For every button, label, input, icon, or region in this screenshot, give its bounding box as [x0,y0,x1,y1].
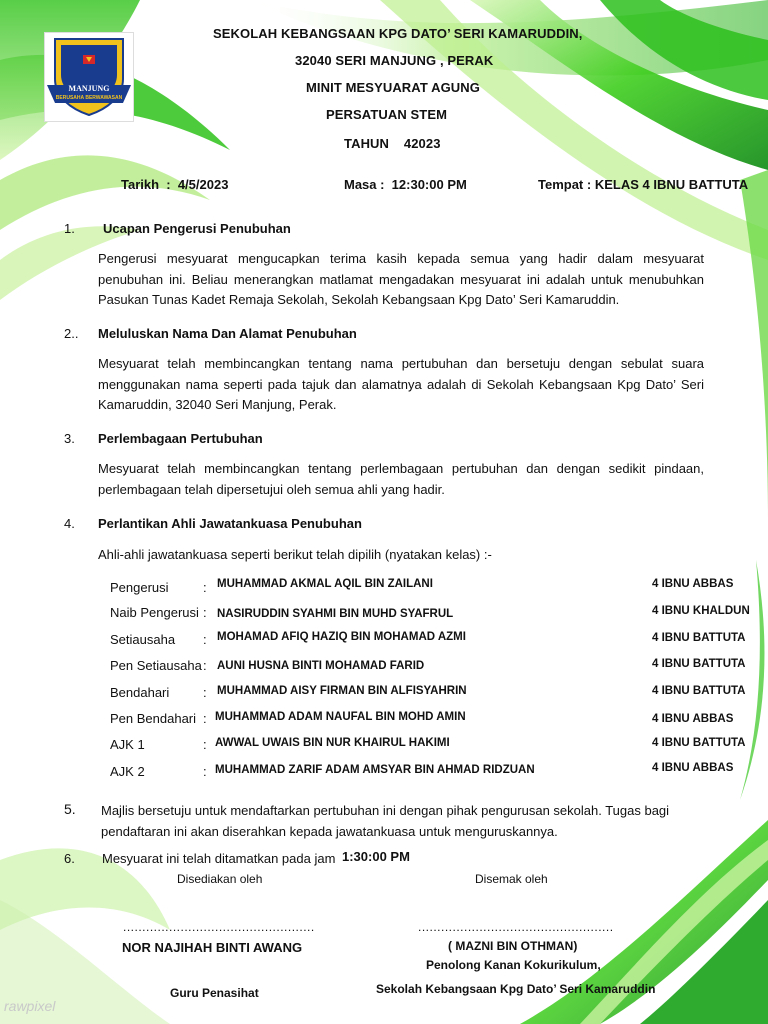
committee-colon: : [203,580,207,595]
meeting-time: Masa : 12:30:00 PM [344,177,467,192]
school-crest-icon [45,33,133,121]
committee-role: Setiausaha [110,632,176,647]
signature-line-left: .................................................. [123,920,315,934]
section-number: 5. [64,801,76,817]
section-number: 1. [64,221,75,236]
committee-role: Naib Pengerusi [110,605,199,620]
committee-name: MUHAMMAD ADAM NAUFAL BIN MOHD AMIN [215,711,466,723]
section-body: Mesyuarat telah membincangkan tentang perlembagaan pertubuhan dan dengan sedikit pindaan, perlembagaan telah dipersetujui oleh semua ahli yang hadir. [98,461,704,497]
preparer-name: NOR NAJIHAH BINTI AWANG [122,940,303,955]
signature-line-right: ................................................... [418,920,614,934]
logo-motto-text: BERUSAHA BERWAWASAN [55,95,123,101]
preparer-role: Guru Penasihat [170,986,259,1000]
section-body: Majlis bersetuju untuk mendaftarkan pertubuhan ini dengan pihak pengurusan sekolah. Tugas bagi pendaftaran ini akan diserahkan kepada jawatankuasa untuk menguruskannya. [101,803,670,839]
section-number: 4. [64,516,75,531]
section-title: Perlembagaan Pertubuhan [98,431,263,446]
committee-colon: : [203,685,207,700]
checker-organization: Sekolah Kebangsaan Kpg Dato’ Seri Kamaruddin [376,982,656,996]
club-name: PERSATUAN STEM [326,107,448,122]
section-number: 3. [64,431,75,446]
committee-name: MUHAMMAD ZARIF ADAM AMSYAR BIN AHMAD RIDZUAN [215,764,535,776]
committee-name: MUHAMMAD AISY FIRMAN BIN ALFISYAHRIN [217,685,467,697]
committee-role: Pen Bendahari [110,711,197,726]
meeting-place: Tempat : KELAS 4 IBNU BATTUTA [538,177,749,192]
meeting-date: Tarikh : 4/5/2023 [121,177,229,192]
committee-colon: : [203,764,207,779]
checker-role: Penolong Kanan Kokurikulum, [426,958,601,972]
section-title: Meluluskan Nama Dan Alamat Penubuhan [98,326,357,341]
committee-class: 4 IBNU BATTUTA [652,685,746,697]
committee-class: 4 IBNU BATTUTA [652,632,746,644]
committee-colon: : [203,632,207,647]
committee-role: Pen Setiausaha [110,658,202,673]
school-name: SEKOLAH KEBANGSAAN KPG DATO’ SERI KAMARUDDIN, [213,26,583,41]
school-address: 32040 SERI MANJUNG , PERAK [295,53,494,68]
watermark: rawpixel [4,998,56,1014]
committee-class: 4 IBNU BATTUTA [652,658,746,670]
committee-name: NASIRUDDIN SYAHMI BIN MUHD SYAFRUL [217,608,454,620]
committee-role: Bendahari [110,685,170,700]
prepared-by-label: Disediakan oleh [177,872,263,886]
section-title: Ucapan Pengerusi Penubuhan [103,221,291,236]
section-title: Perlantikan Ahli Jawatankuasa Penubuhan [98,516,362,531]
committee-class: 4 IBNU ABBAS [652,713,734,725]
closing-time: 1:30:00 PM [342,849,410,864]
checker-name: ( MAZNI BIN OTHMAN) [448,939,578,953]
year-line: TAHUN 42023 [344,136,441,151]
section-number: 2.. [64,326,79,341]
committee-name: MUHAMMAD AKMAL AQIL BIN ZAILANI [217,578,433,590]
committee-role: AJK 1 [110,737,145,752]
committee-class: 4 IBNU BATTUTA [652,737,746,749]
committee-name: AWWAL UWAIS BIN NUR KHAIRUL HAKIMI [215,737,450,749]
committee-role: AJK 2 [110,764,145,779]
committee-class: 4 IBNU ABBAS [652,578,734,590]
committee-name: AUNI HUSNA BINTI MOHAMAD FARID [217,660,425,672]
section-body: Ahli-ahli jawatankuasa seperti berikut telah dipilih (nyatakan kelas) :- [98,547,492,562]
committee-colon: : [203,737,207,752]
committee-class: 4 IBNU ABBAS [652,762,734,774]
committee-name: MOHAMAD AFIQ HAZIQ BIN MOHAMAD AZMI [217,631,466,643]
committee-class: 4 IBNU KHALDUN [652,605,750,617]
checked-by-label: Disemak oleh [475,872,548,886]
document-title: MINIT MESYUARAT AGUNG [306,80,480,95]
logo-band-text: MANJUNG [68,84,110,93]
section-number: 6. [64,851,75,866]
committee-colon: : [203,605,207,620]
committee-colon: : [203,658,207,673]
school-logo [44,32,134,122]
section-body: Pengerusi mesyuarat mengucapkan terima kasih kepada semua yang hadir dalam mesyuarat penubuhan ini. Beliau menerangkan matlamat mengadakan mesyuarat ini adalah untuk menubuhkan Pasukan Tunas Kadet Remaja Sekolah, Sekolah Kebangsaan Kpg Dato’ Seri Kamaruddin. [98,251,704,307]
section-body: Mesyuarat telah membincangkan tentang nama pertubuhan dan bersetuju dengan sebulat suara menggunakan nama seperti pada tajuk dan alamatnya adalah di Sekolah Kebangsaan Kpg Dato’ Seri Kamaruddin, 32040 Seri Manjung, Perak. [98,356,704,412]
committee-colon: : [203,711,207,726]
committee-role: Pengerusi [110,580,169,595]
section-body: Mesyuarat ini telah ditamatkan pada jam [102,851,336,866]
